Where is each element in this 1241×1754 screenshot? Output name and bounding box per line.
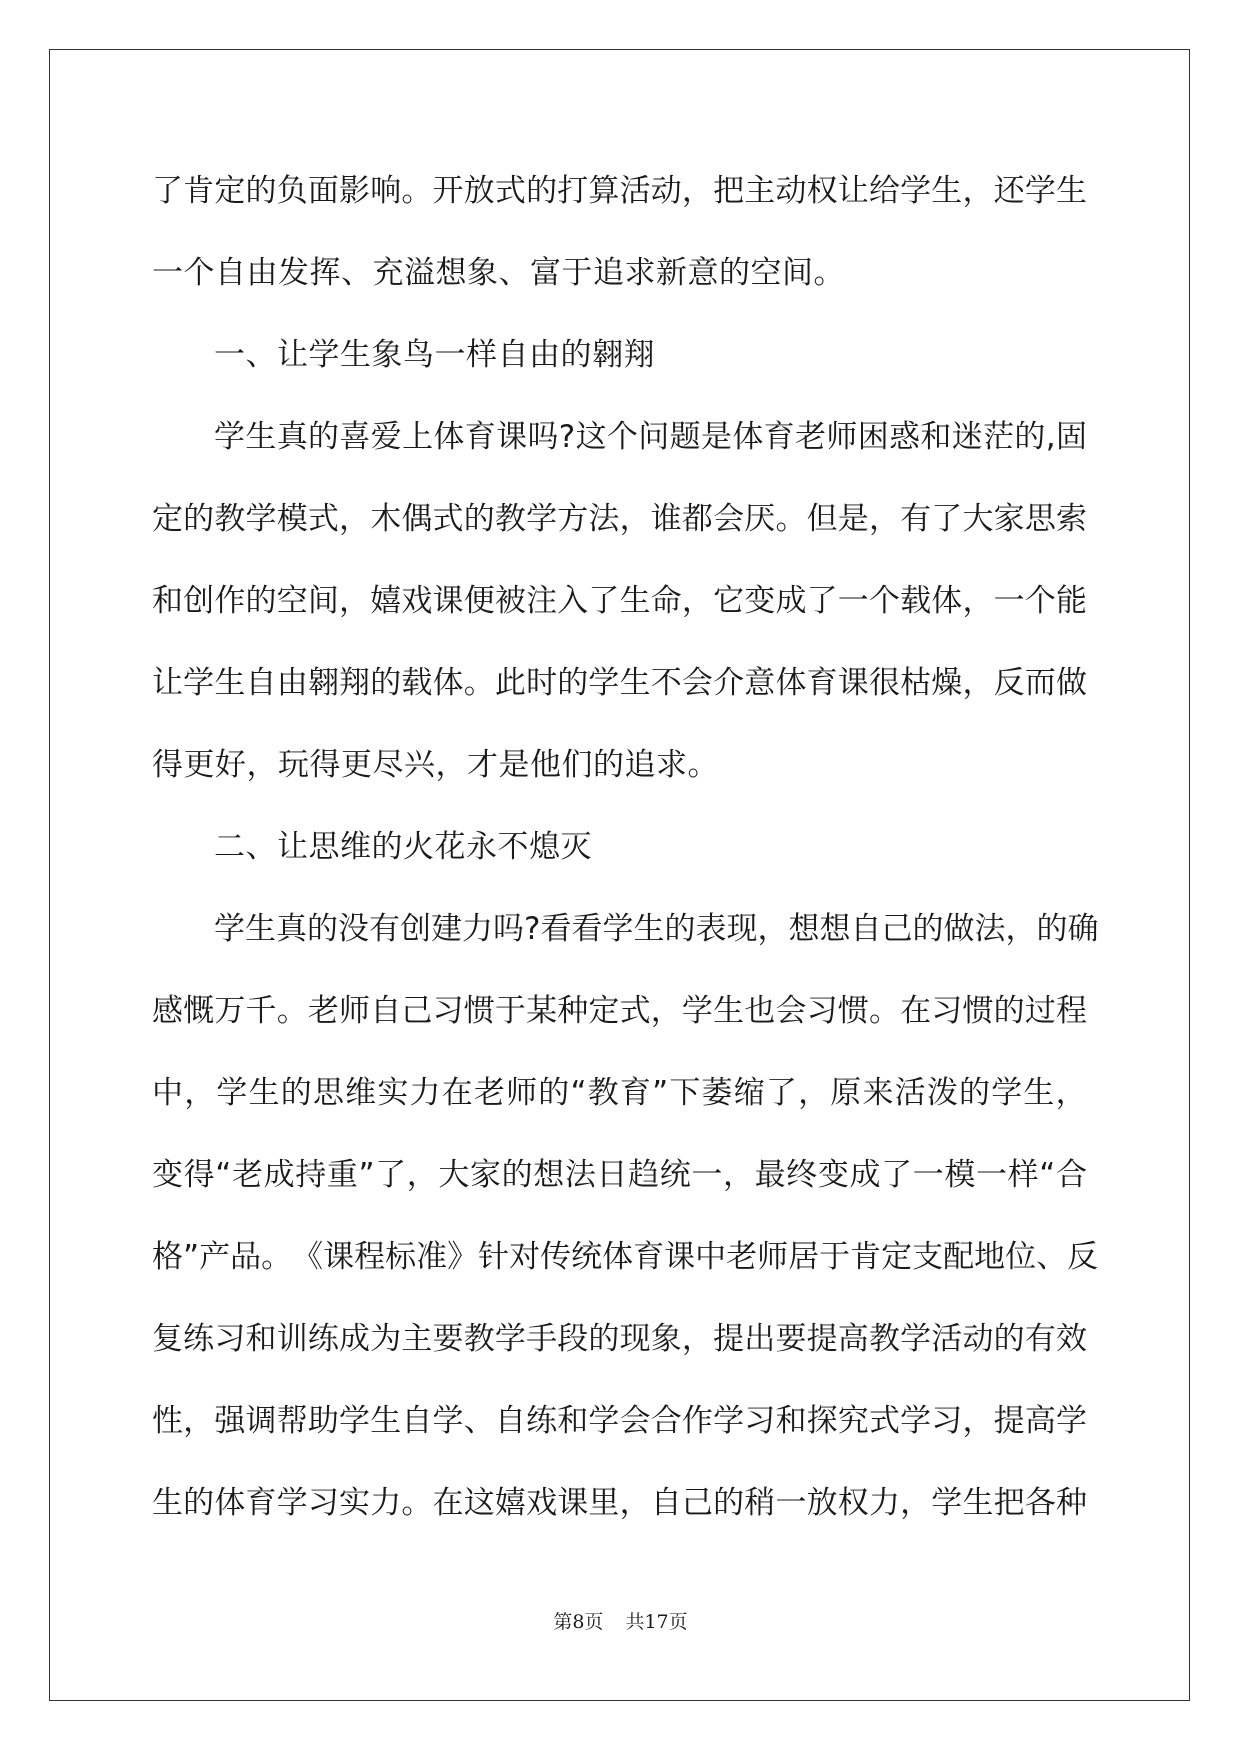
section-heading: 一、让学生象鸟一样自由的翱翔 [214,337,655,373]
paragraph-line: 得更好，玩得更尽兴，才是他们的追求。 [152,747,719,783]
paragraph-line: 变 得 “ 老 成 持 重 ” 了 ， 大 家 的 想 法 日 趋 统 一 ， 最 终 变 成 了 一 模 一 样 “ 合 [152,1157,1087,1193]
paragraph-line: 和 创 作 的 空 间 ， 嬉 戏 课 便 被 注 入 了 生 命 ， 它 变 成 了 一 个 载 体 ， 一 个 能 [152,583,1087,619]
paragraph-line: 感 慨 万 千 。 老 师 自 己 习 惯 于 某 种 定 式 ， 学 生 也 会 习 惯 。 在 习 惯 的 过 程 [152,993,1087,1029]
page-footer [0,1607,1241,1634]
document-body [152,160,1099,1554]
paragraph-line: 中 ， 学 生 的 思 维 实 力 在 老 师 的 “ 教 育 ” 下 萎 缩 了 ， 原 来 活 泼 的 学 生 ， [152,1075,1087,1111]
paragraph-line: 复 练 习 和 训 练 成 为 主 要 教 学 手 段 的 现 象 ， 提 出 要 提 高 教 学 活 动 的 有 效 [152,1321,1087,1357]
paragraph-line: 让 学 生 自 由 翱 翔 的 载 体 。 此 时 的 学 生 不 会 介 意 体 育 课 很 枯 燥 ， 反 而 做 [152,665,1087,701]
section-heading: 二、让思维的火花永不熄灭 [214,829,592,865]
paragraph-line: 学 生 真 的 没 有 创 建 力 吗 ? 看 看 学 生 的 表 现 ， 想 想 自 己 的 做 法 ， 的 确 [214,911,1099,947]
paragraph-line: 一个自由发挥、充溢想象、富于追求新意的空间。 [152,255,845,291]
paragraph-line: 定 的 教 学 模 式 ， 木 偶 式 的 教 学 方 法 ， 谁 都 会 厌 。 但 是 ， 有 了 大 家 思 索 [152,501,1087,537]
paragraph-line: 学 生 真 的 喜 爱 上 体 育 课 吗 ? 这 个 问 题 是 体 育 老 师 困 惑 和 迷 茫 的 , 固 [214,419,1087,455]
paragraph-line: 格 ” 产 品 。 《 课 程 标 准 》 针 对 传 统 体 育 课 中 老 师 居 于 肯 定 支 配 地 位 、 反 [152,1239,1099,1275]
page-number: 第8页 [553,1611,604,1633]
page-total: 共17页 [625,1611,688,1633]
paragraph-line: 性 ， 强 调 帮 助 学 生 自 学 、 自 练 和 学 会 合 作 学 习 和 探 究 式 学 习 ， 提 高 学 [152,1403,1087,1439]
paragraph-line: 了 肯 定 的 负 面 影 响 。 开 放 式 的 打 算 活 动 ， 把 主 动 权 让 给 学 生 ， 还 学 生 [152,173,1087,209]
paragraph-line: 生 的 体 育 学 习 实 力 。 在 这 嬉 戏 课 里 ， 自 己 的 稍 一 放 权 力 ， 学 生 把 各 种 [152,1485,1087,1521]
